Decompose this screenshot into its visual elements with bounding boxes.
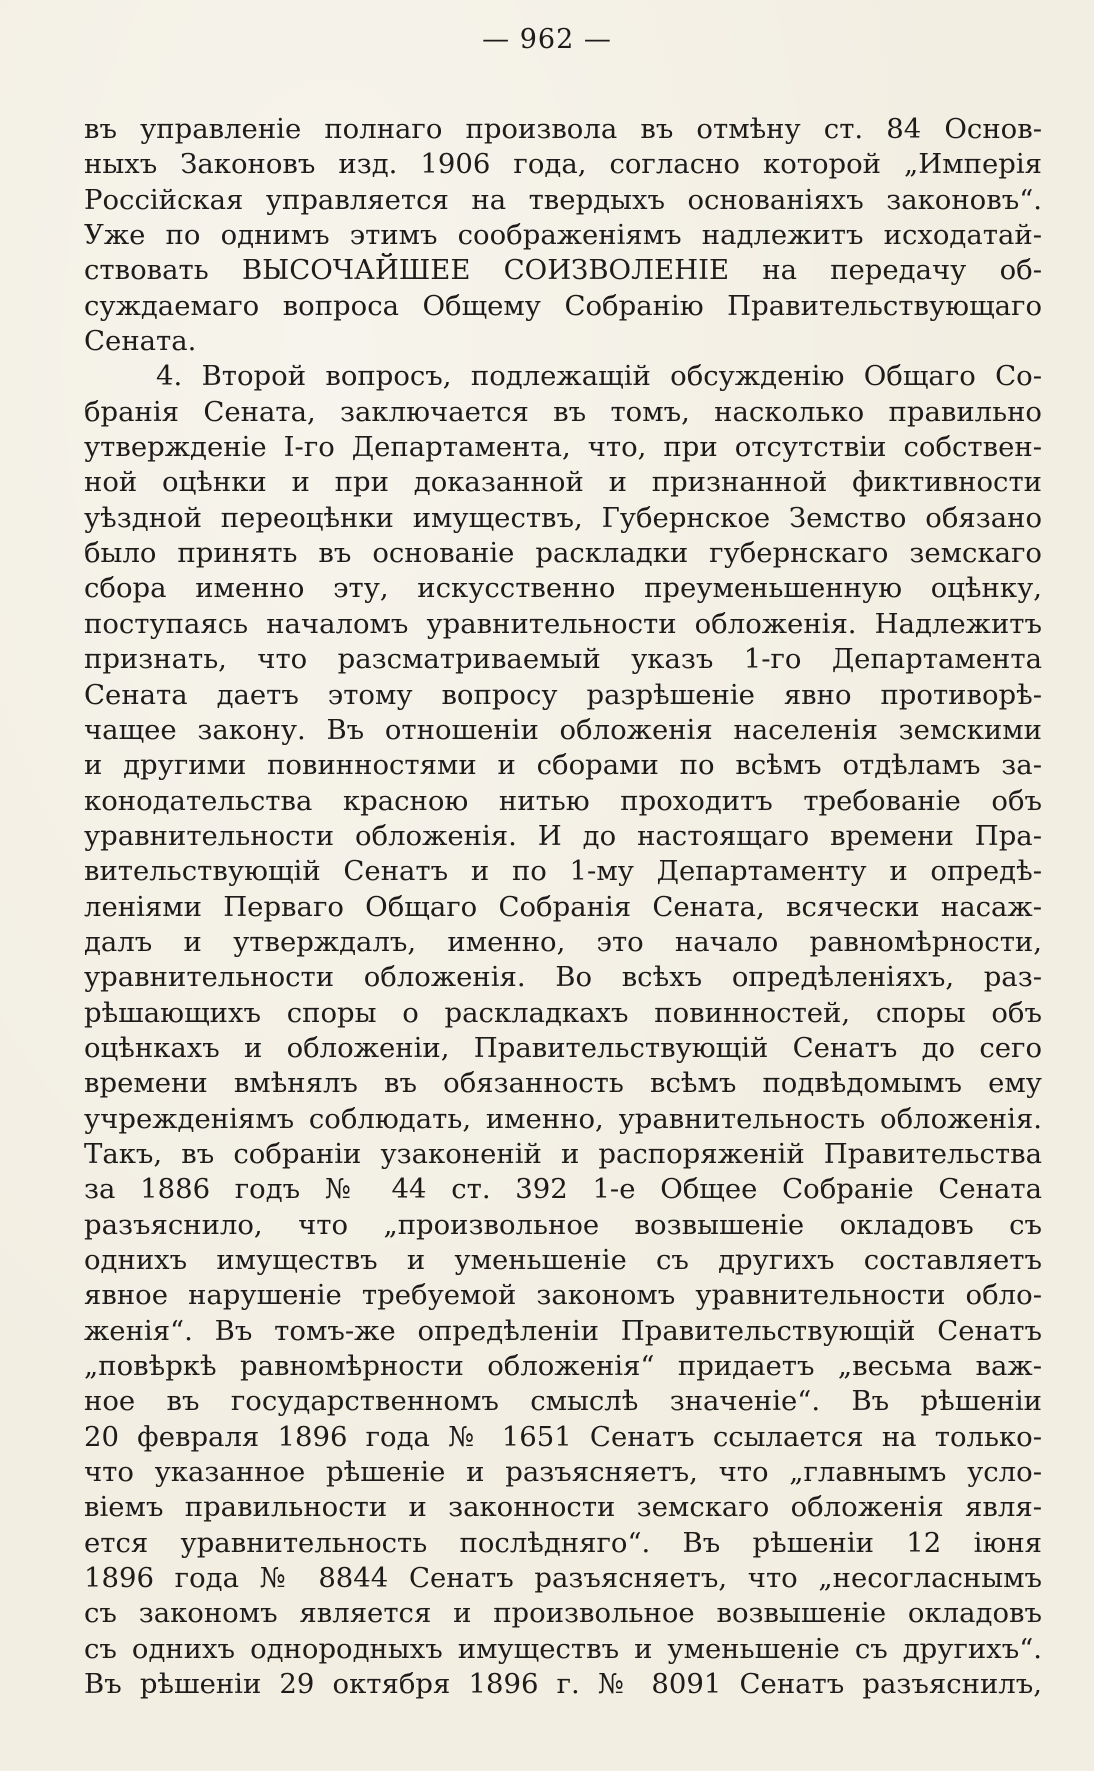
text-line: ется уравнительность послѣдняго“. Въ рѣшеніи 12 іюня (84, 1526, 1042, 1559)
text-line: Сената даетъ этому вопросу разрѣшеніе явно противорѣ- (84, 678, 1042, 711)
text-line: леніями Перваго Общаго Собранія Сената, всячески насаж- (84, 890, 1042, 923)
text-line: віемъ правильности и законности земскаго обложенія явля- (84, 1491, 1042, 1524)
text-line: оцѣнкахъ и обложеніи, Правительствующій Сенатъ до сего (84, 1031, 1042, 1064)
text-line: бранія Сената, заключается въ томъ, насколько правильно (84, 395, 1042, 428)
text-line: разъяснило, что „произвольное возвышеніе окладовъ съ (84, 1208, 1042, 1241)
body-text (84, 112, 1042, 1702)
text-line: уравнительности обложенія. И до настоящаго времени Пра- (84, 819, 1042, 852)
text-line: вительствующій Сенатъ и по 1-му Департаменту и опредѣ- (84, 855, 1042, 888)
text-line: учрежденіямъ соблюдать, именно, уравнительность обложенія. (84, 1102, 1042, 1135)
text-line: съ однихъ однородныхъ имуществъ и уменьшеніе съ другихъ“. (84, 1632, 1042, 1665)
text-line: рѣшающихъ споры о раскладкахъ повинностей, споры объ (84, 996, 1042, 1029)
page-number: — 962 — (482, 24, 612, 55)
text-line: Уже по однимъ этимъ соображеніямъ надлежитъ исходатай- (84, 219, 1042, 252)
text-line: конодательства красною нитью проходитъ требованіе объ (84, 784, 1042, 817)
text-line: Сената. (84, 325, 197, 358)
text-line: признать, что разсматриваемый указъ 1-го Департамента (84, 643, 1042, 676)
text-line: 1896 года № 8844 Сенатъ разъясняетъ, что „несогласнымъ (84, 1562, 1042, 1595)
text-line: женія“. Въ томъ-же опредѣленіи Правительствующій Сенатъ (84, 1314, 1042, 1347)
text-line: Россійская управляется на твердыхъ основаніяхъ законовъ“. (84, 183, 1042, 216)
text-line: что указанное рѣшеніе и разъясняетъ, что „главнымъ усло- (84, 1456, 1042, 1489)
text-line: ныхъ Законовъ изд. 1906 года, согласно которой „Имперія (84, 148, 1042, 181)
text-line: и другими повинностями и сборами по всѣмъ отдѣламъ за- (84, 749, 1042, 782)
text-line: явное нарушеніе требуемой закономъ уравнительности обло- (84, 1279, 1042, 1312)
text-line: Такъ, въ собраніи узаконеній и распоряженій Правительства (84, 1137, 1042, 1170)
text-line: Въ рѣшеніи 29 октября 1896 г. № 8091 Сенатъ разъяснилъ, (84, 1668, 1042, 1701)
text-line: было принять въ основаніе раскладки губернскаго земскаго (84, 537, 1042, 570)
text-line: съ закономъ является и произвольное возвышеніе окладовъ (84, 1597, 1042, 1630)
text-line: ной оцѣнки и при доказанной и признанной фиктивности (84, 466, 1042, 499)
text-line: ное въ государственномъ смыслѣ значеніе“. Въ рѣшеніи (84, 1385, 1042, 1418)
text-line: 20 февраля 1896 года № 1651 Сенатъ ссылается на только- (84, 1420, 1042, 1453)
text-line: поступаясь началомъ уравнительности обложенія. Надлежитъ (84, 607, 1042, 640)
text-line: сбора именно эту, искусственно преуменьшенную оцѣнку, (84, 572, 1042, 605)
text-line: утвержденіе І-го Департамента, что, при отсутствіи собствен- (84, 431, 1042, 464)
text-line: уѣздной переоцѣнки имуществъ, Губернское Земство обязано (84, 501, 1042, 534)
text-line: однихъ имуществъ и уменьшеніе съ другихъ составляетъ (84, 1244, 1042, 1276)
text-line: суждаемаго вопроса Общему Собранію Правительствующаго (84, 289, 1042, 322)
text-line: 4. Второй вопросъ, подлежащій обсужденію Общаго Со- (156, 360, 1042, 393)
text-line: далъ и утверждалъ, именно, это начало равномѣрности, (84, 925, 1042, 958)
text-line: уравнительности обложенія. Во всѣхъ опредѣленіяхъ, раз- (84, 961, 1042, 994)
text-line: въ управленіе полнаго произвола въ отмѣну ст. 84 Основ- (84, 113, 1042, 145)
text-line: за 1886 годъ № 44 ст. 392 1-е Общее Собраніе Сената (84, 1173, 1042, 1206)
text-line: ствовать ВЫСОЧАЙШЕЕ СОИЗВОЛЕНІЕ на передачу об- (84, 254, 1042, 287)
text-line: „повѣркѣ равномѣрности обложенія“ придаетъ „весьма важ- (84, 1350, 1042, 1383)
text-line: чащее закону. Въ отношеніи обложенія населенія земскими (84, 713, 1042, 746)
text-line: времени вмѣнялъ въ обязанность всѣмъ подвѣдомымъ ему (84, 1067, 1042, 1100)
